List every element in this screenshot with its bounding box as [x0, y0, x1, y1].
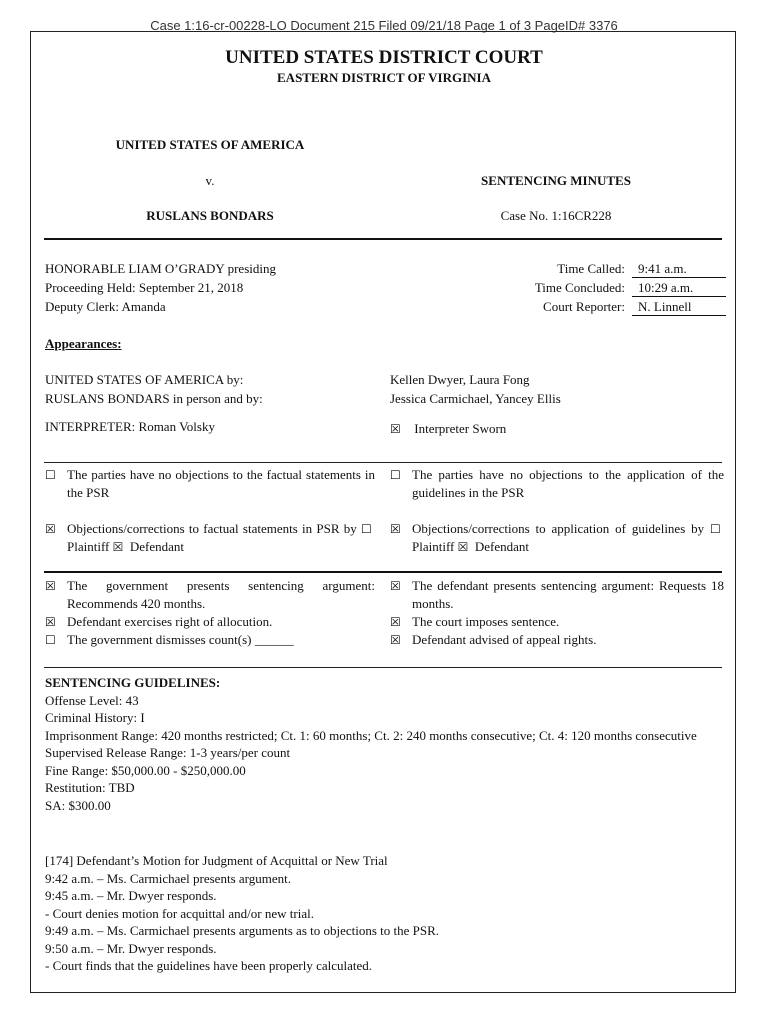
- unchecked-box-icon: ☐: [361, 522, 372, 536]
- checked-box-icon: ☒: [390, 422, 401, 436]
- time-called-label: Time Called:: [557, 261, 625, 276]
- caption-plaintiff: UNITED STATES OF AMERICA: [115, 137, 305, 152]
- criminal-history: Criminal History: I: [45, 710, 145, 725]
- unchecked-box-icon: ☐: [45, 633, 56, 647]
- checked-box-icon: ☒: [45, 579, 56, 593]
- checked-box-icon: ☒: [457, 540, 469, 554]
- fine-range: Fine Range: $50,000.00 - $250,000.00: [45, 762, 246, 778]
- checked-box-icon: ☒: [390, 522, 401, 536]
- interpreter: INTERPRETER: Roman Volsky: [45, 419, 215, 434]
- checked-box-icon: ☒: [45, 522, 56, 536]
- divider: [44, 667, 722, 668]
- offense-level: Offense Level: 43: [45, 692, 139, 708]
- doc-type: SENTENCING MINUTES: [481, 173, 631, 188]
- unchecked-box-icon: ☐: [45, 468, 56, 482]
- unchecked-box-icon: ☐: [710, 522, 721, 536]
- checked-box-icon: ☒: [390, 615, 401, 629]
- objections-facts: ☒ Objections/corrections to factual statements in PSR by ☐ Plaintiff ☒ Defendant: [45, 520, 375, 556]
- court-reporter-value: N. Linnell: [632, 299, 726, 316]
- court-imposes-sentence: ☒ The court imposes sentence.: [390, 614, 560, 629]
- defense-counsel: Jessica Carmichael, Yancey Ellis: [390, 391, 561, 406]
- supervised-release: Supervised Release Range: 1-3 years/per count: [45, 745, 291, 760]
- checked-box-icon: ☒: [390, 579, 401, 593]
- divider: [44, 238, 722, 240]
- restitution: Restitution: TBD: [45, 780, 135, 795]
- time-concluded-value: 10:29 a.m.: [632, 280, 726, 297]
- sentencing-guidelines: [45, 674, 725, 814]
- case-number: Case No. 1:16CR228: [500, 208, 612, 223]
- caption-versus: v.: [205, 173, 215, 188]
- divider: [44, 571, 722, 573]
- imprisonment-range: Imprisonment Range: 420 months restricted; Ct. 1: 60 months; Ct. 2: 240 months consecutive; Ct. 4: 120 months consecutive: [45, 727, 697, 743]
- us-counsel: Kellen Dwyer, Laura Fong: [390, 372, 530, 387]
- court-district: EASTERN DISTRICT OF VIRGINIA: [277, 70, 491, 85]
- checked-box-icon: ☒: [112, 540, 124, 554]
- list-item: 9:42 a.m. – Ms. Carmichael presents argument.: [45, 870, 291, 886]
- guidelines-heading: SENTENCING GUIDELINES:: [45, 675, 221, 690]
- defendant-argument: ☒ The defendant presents sentencing argument: Requests 18 months.: [390, 578, 724, 611]
- checked-box-icon: ☒: [390, 633, 401, 647]
- court-title: UNITED STATES DISTRICT COURT: [225, 47, 543, 68]
- unchecked-box-icon: ☐: [390, 468, 401, 482]
- divider: [44, 462, 722, 463]
- caption-defendant: RUSLANS BONDARS: [146, 208, 274, 223]
- presiding-judge: HONORABLE LIAM O’GRADY presiding: [45, 261, 276, 276]
- appeal-rights: ☒ Defendant advised of appeal rights.: [390, 632, 597, 647]
- appearances-heading: Appearances:: [45, 336, 122, 351]
- list-item: - Court denies motion for acquittal and/or new trial.: [45, 905, 314, 921]
- dismisses-counts: ☐ The government dismisses count(s) ______: [45, 632, 294, 647]
- deputy-clerk: Deputy Clerk: Amanda: [45, 299, 166, 314]
- proceeding-held: Proceeding Held: September 21, 2018: [45, 280, 244, 295]
- time-called-value: 9:41 a.m.: [632, 261, 726, 278]
- special-assessment: SA: $300.00: [45, 797, 111, 813]
- minutes-log: [45, 852, 725, 975]
- objections-guidelines: ☒ Objections/corrections to application of guidelines by ☐ Plaintiff ☒ Defendant: [390, 520, 724, 556]
- court-reporter-label: Court Reporter:: [543, 299, 625, 314]
- defendant-appearance: RUSLANS BONDARS in person and by:: [45, 391, 263, 406]
- list-item: - Court finds that the guidelines have been properly calculated.: [45, 958, 373, 973]
- filing-header: Case 1:16-cr-00228-LO Document 215 Filed 09/21/18 Page 1 of 3 PageID# 3376: [150, 18, 618, 33]
- interpreter-sworn: ☒ Interpreter Sworn: [390, 421, 507, 436]
- list-item: 9:45 a.m. – Mr. Dwyer responds.: [45, 888, 217, 903]
- no-objections-guidelines: ☐ The parties have no objections to the application of the guidelines in the PSR: [390, 467, 724, 500]
- allocution: ☒ Defendant exercises right of allocution.: [45, 614, 273, 629]
- list-item: [174] Defendant’s Motion for Judgment of Acquittal or New Trial: [45, 853, 388, 868]
- list-item: 9:50 a.m. – Mr. Dwyer responds.: [45, 940, 217, 956]
- us-appearance: UNITED STATES OF AMERICA by:: [45, 372, 244, 387]
- no-objections-facts: ☐ The parties have no objections to the factual statements in the PSR: [45, 467, 375, 500]
- list-item: 9:49 a.m. – Ms. Carmichael presents arguments as to objections to the PSR.: [45, 923, 440, 938]
- checked-box-icon: ☒: [45, 615, 56, 629]
- time-concluded-label: Time Concluded:: [534, 280, 625, 295]
- government-argument: ☒ The government presents sentencing argument: Recommends 420 months.: [45, 578, 375, 611]
